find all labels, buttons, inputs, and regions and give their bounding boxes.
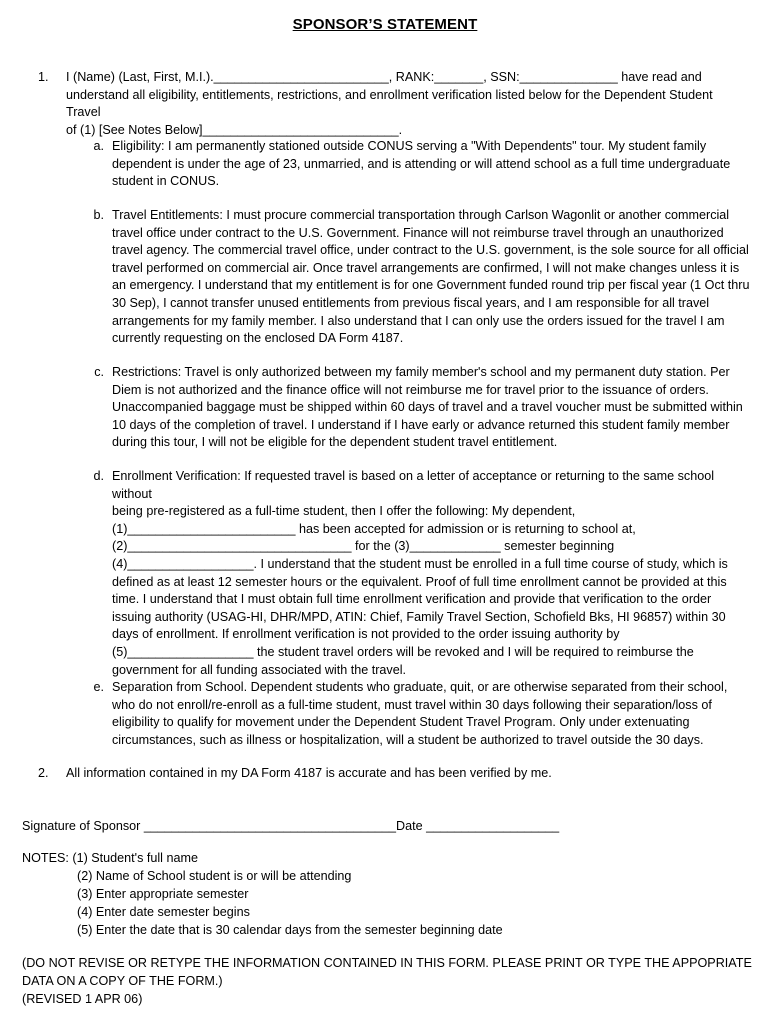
sub-item-letter: d. bbox=[93, 469, 104, 483]
travel-entitlements-text: Travel Entitlements: I must procure commercial transportation through Carlson Wagonlit or another commercial travel office under contract to the U.S. Government. Finance will not reimburse travel through an unauthorized travel agency. The commercial travel office, under contract to the U.S. government, is the sole source for all official travel performed on commercial air. Once travel arrangements are confirmed, I will not make changes unless it is an emergency. I understand that my entitlement is for one Government funded round trip per fiscal year (1 Oct thru 30 Sep), I cannot transfer unused entitlements from previous fiscal years, and I am responsible for all travel arrangements for my family member. I also understand that I can only use the orders issued for the travel I am currently requesting on the enclosed DA Form 4187. bbox=[112, 208, 750, 346]
sub-item-eligibility bbox=[84, 138, 750, 191]
item-number: 1. bbox=[38, 70, 49, 84]
notes-heading: NOTES: (1) Student's full name bbox=[22, 851, 198, 865]
item-2-text: All information contained in my DA Form 4187 is accurate and has been verified by me. bbox=[66, 766, 552, 780]
page-title: SPONSOR’S STATEMENT bbox=[292, 16, 478, 33]
item-number: 2. bbox=[38, 766, 49, 780]
enrollment-line-5: (4)__________________. I understand that the student must be enrolled in a full time course of study, which is bbox=[112, 556, 728, 571]
disclaimer-line-1: (DO NOT REVISE OR RETYPE THE INFORMATION CONTAINED IN THIS FORM. PLEASE PRINT OR TYPE THE APPOPRIATE bbox=[22, 956, 752, 970]
sub-item-separation bbox=[84, 679, 750, 749]
restrictions-text: Restrictions: Travel is only authorized between my family member's school and my permanent duty station. Per Diem is not authorized and the finance office will not reimburse me for travel prior to the issuance of orders. Unaccompanied baggage must be shipped within 60 days of travel and a travel voucher must be submitted within 10 days of the completion of travel. I understand if I have early or advance returned this student family member during this tour, I will not be eligible for the dependent student travel entitlement. bbox=[112, 365, 743, 450]
note-5: (5) Enter the date that is 30 calendar days from the semester beginning date bbox=[77, 923, 503, 937]
revision-date: (REVISED 1 APR 06) bbox=[22, 992, 143, 1006]
sub-item-letter: c. bbox=[94, 365, 104, 379]
item-1 bbox=[38, 69, 750, 139]
date-line[interactable]: Date ___________________ bbox=[396, 819, 560, 833]
enrollment-rest: defined as at least 12 semester hours or the equivalent. Proof of full time enrollment cannot be provided at this time. I understand that I must obtain full time enrollment verification and provide that verification to the order issuing authority (USAG-HI, DHR/MPD, ATIN: Chief, Family Travel Section, Schofield Bks, HI 96857) within 30 days of enrollment. If enrollment verification is not provided to the order issuing authority by (5)__________________ the student travel orders will be revoked and I will be required to reimburse the government for all funding associated with the travel. bbox=[112, 574, 727, 677]
enrollment-line-2: being pre-registered as a full-time student, then I offer the following: My dependent, bbox=[112, 504, 576, 519]
separation-text: Separation from School. Dependent students who graduate, quit, or are otherwise separated from their school, who do not enroll/re-enroll as a full-time student, must travel within 30 days following their separation/loss of eligibility to qualify for movement under the Dependent Student Travel Program. Only under extenuating circumstances, such as illness or hospitalization, will a student be authorized to travel outside the 30 days. bbox=[112, 680, 728, 747]
enrollment-line-3: (1)________________________ has been accepted for admission or is returning to school at, bbox=[112, 521, 636, 536]
item-1-line-2: understand all eligibility, entitlements, restrictions, and enrollment verification listed below for the Dependent Student Travel bbox=[66, 87, 713, 120]
sub-item-restrictions bbox=[84, 364, 750, 452]
sub-item-travel-entitlements bbox=[84, 207, 750, 348]
sub-item-letter: e. bbox=[93, 680, 104, 694]
item-2 bbox=[38, 765, 750, 783]
enrollment-line-4: (2)________________________________ for the (3)_____________ semester beginning bbox=[112, 539, 615, 554]
sub-item-letter: a. bbox=[93, 139, 104, 153]
note-2: (2) Name of School student is or will be attending bbox=[77, 869, 352, 883]
item-1-line-3: of (1) [See Notes Below]____________________________. bbox=[66, 122, 403, 137]
enrollment-line-1: Enrollment Verification: If requested travel is based on a letter of acceptance or returning to the same school without bbox=[112, 469, 715, 501]
note-4: (4) Enter date semester begins bbox=[77, 905, 250, 919]
note-3: (3) Enter appropriate semester bbox=[77, 887, 249, 901]
item-1-line-1: I (Name) (Last, First, M.I.)._________________________, RANK:_______, SSN:______________ have read and bbox=[66, 70, 702, 84]
sub-item-letter: b. bbox=[93, 208, 104, 222]
disclaimer-line-2: DATA ON A COPY OF THE FORM.) bbox=[22, 974, 223, 988]
signature-line[interactable]: Signature of Sponsor ____________________________________ bbox=[22, 819, 396, 833]
eligibility-text: Eligibility: I am permanently stationed outside CONUS serving a "With Dependents" tour. My student family dependent is under the age of 23, unmarried, and is attending or will attend school as a full time undergraduate student in CONUS. bbox=[112, 139, 731, 189]
sub-item-enrollment-verification bbox=[84, 468, 750, 679]
